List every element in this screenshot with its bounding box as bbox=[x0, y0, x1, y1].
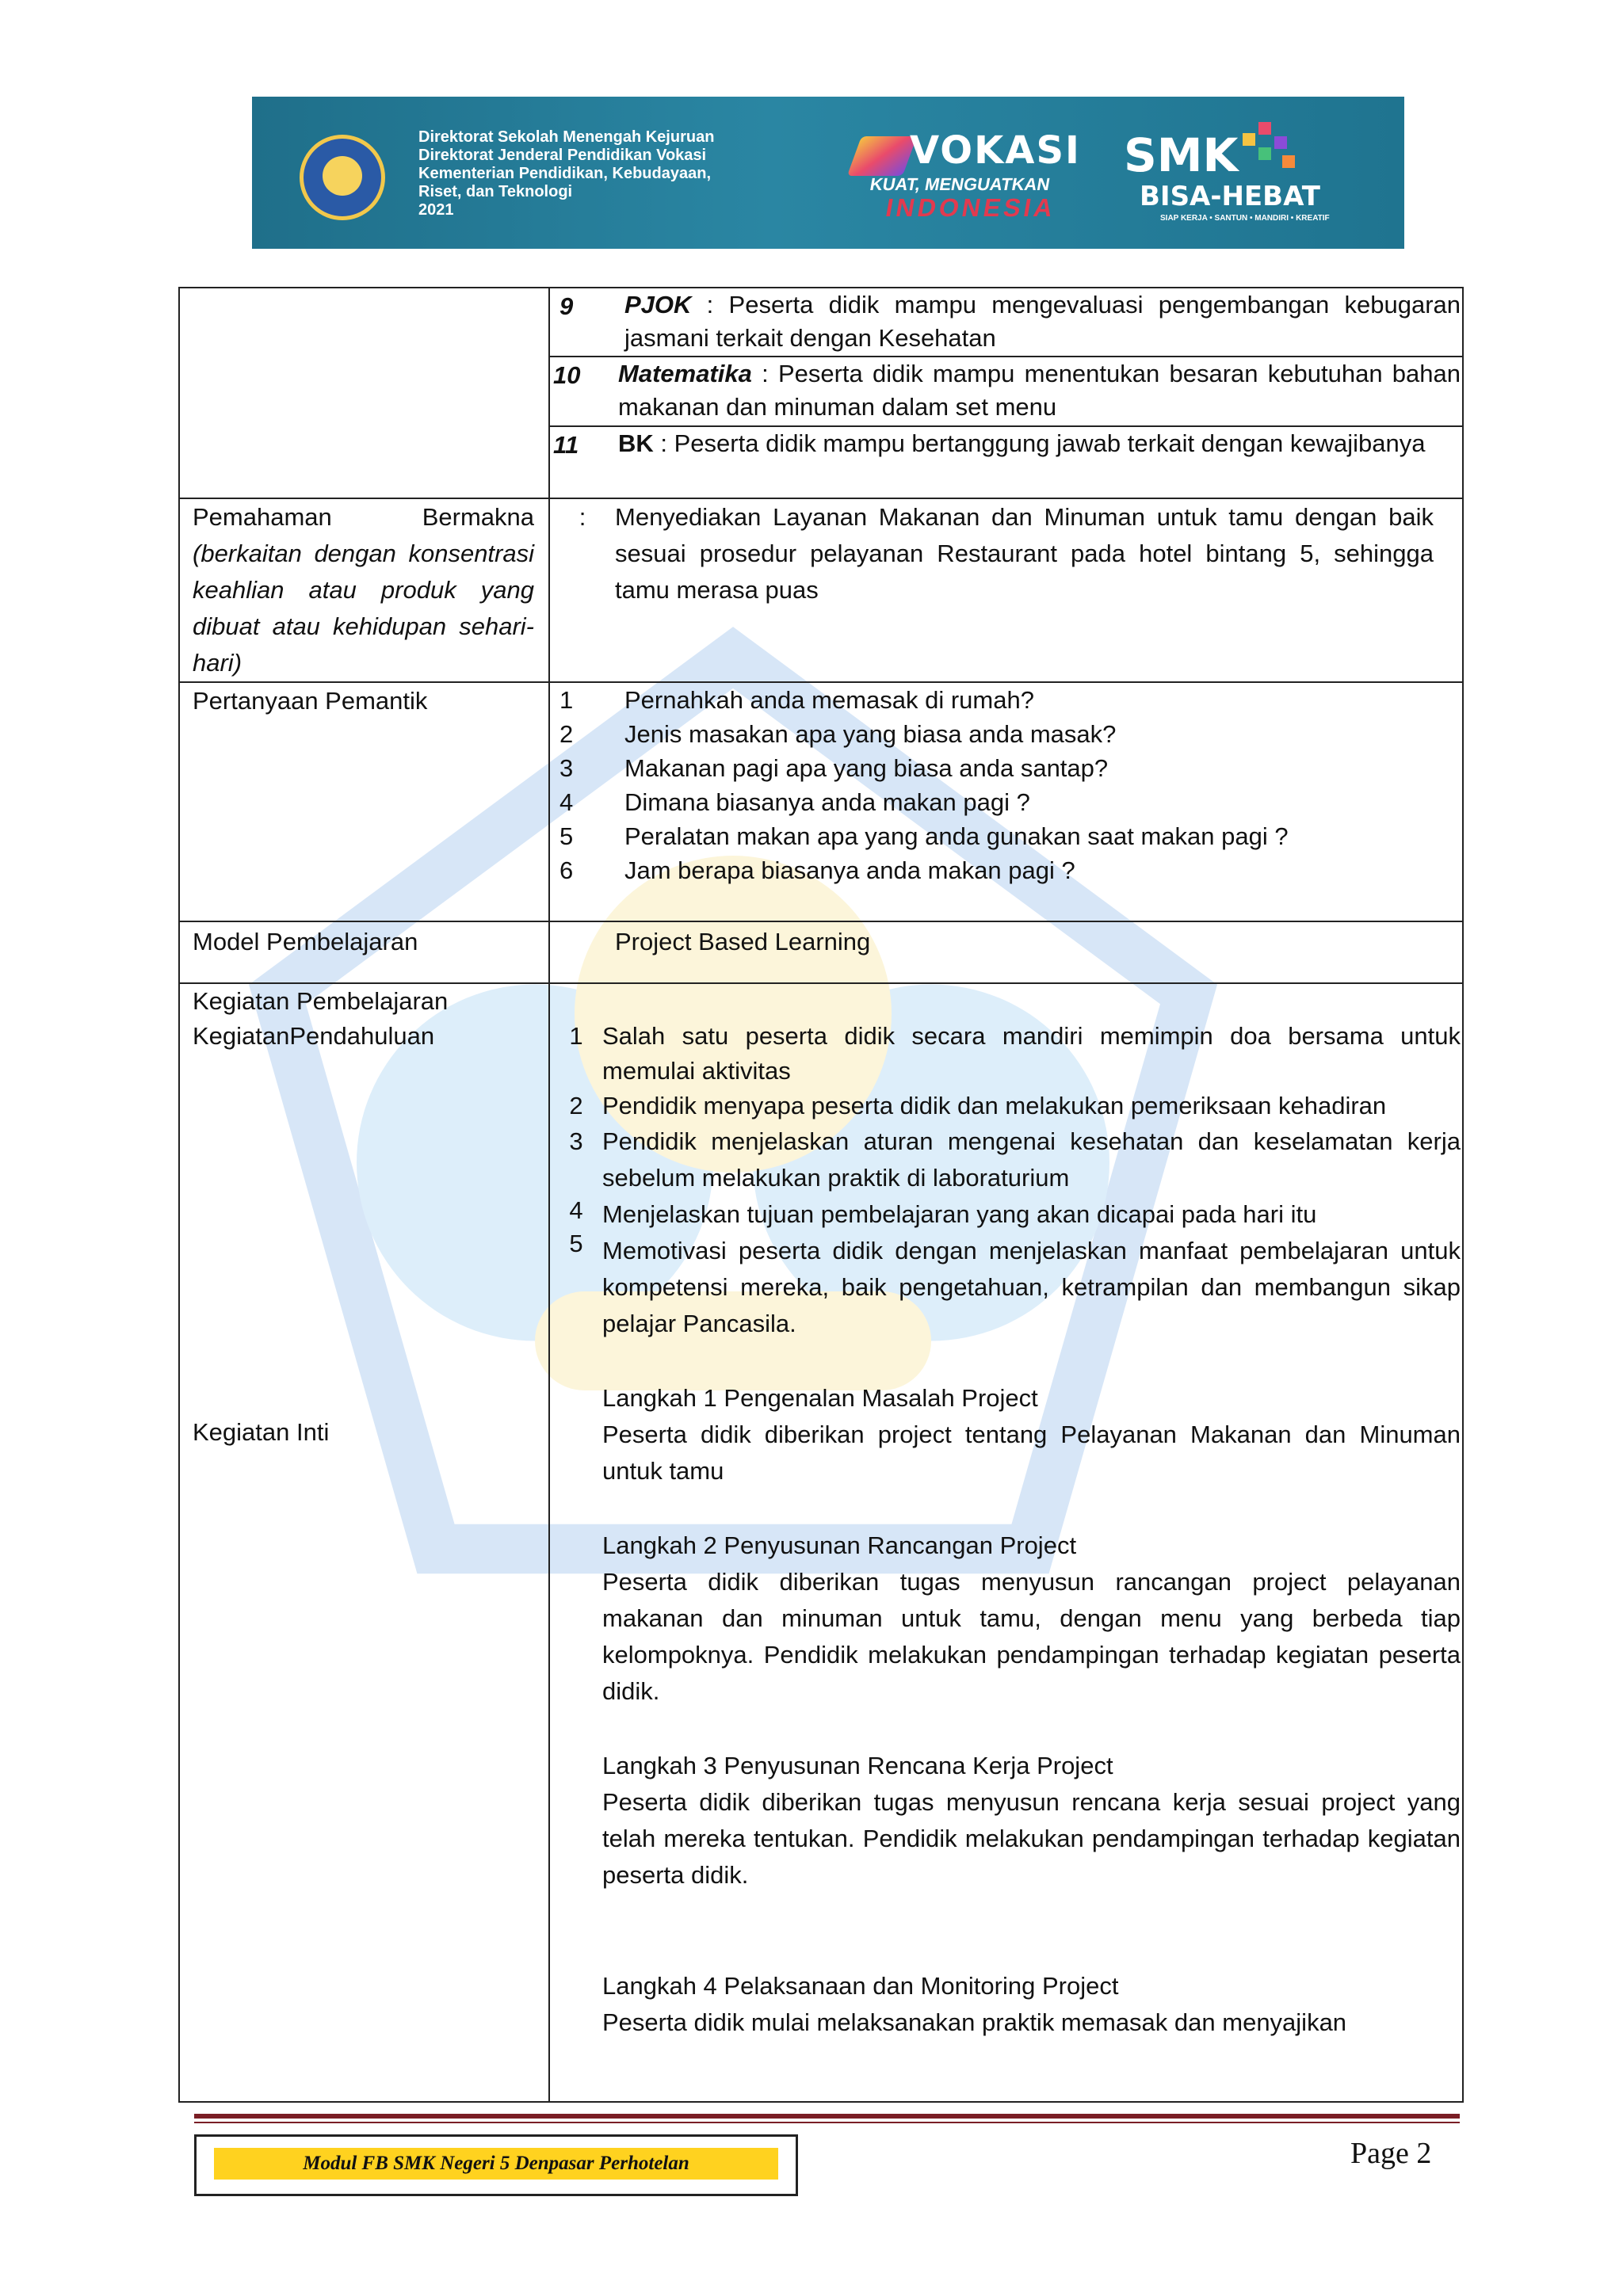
directorate-line: Direktorat Jenderal Pendidikan Vokasi bbox=[418, 147, 707, 164]
pemahaman-label-cell bbox=[179, 498, 549, 682]
subject-row bbox=[550, 427, 1462, 495]
pemahaman-row bbox=[179, 498, 1463, 682]
item-text: Menjelaskan tujuan pembelajaran yang akan dicapai pada hari itu bbox=[602, 1200, 1317, 1228]
kegiatan-labels bbox=[180, 984, 548, 1450]
pertanyaan-label: Pertanyaan Pemantik bbox=[193, 687, 428, 715]
pemahaman-title: Pemahaman Bermakna bbox=[193, 503, 534, 531]
list-item bbox=[550, 853, 1462, 887]
pertanyaan-list-cell bbox=[549, 682, 1463, 921]
subject-name: Matematika bbox=[618, 360, 752, 387]
item-text: Peralatan makan apa yang anda gunakan saat makan pagi ? bbox=[624, 822, 1289, 850]
step-text: Peserta didik diberikan project tentang Pelayanan Makanan dan Minuman untuk tamu bbox=[602, 1421, 1461, 1485]
directorate-line: Direktorat Sekolah Menengah Kejuruan bbox=[418, 128, 715, 146]
page-number: Page 2 bbox=[1350, 2137, 1432, 2170]
model-value-cell bbox=[549, 921, 1463, 983]
footer-module-label: Modul FB SMK Negeri 5 Denpasar Perhotelan bbox=[214, 2148, 778, 2180]
model-label-cell bbox=[179, 921, 549, 983]
item-text: Dimana biasanya anda makan pagi ? bbox=[624, 788, 1030, 816]
smk-subtitle: BISA-HEBAT bbox=[1140, 181, 1320, 212]
pertanyaan-row bbox=[179, 682, 1463, 921]
kegiatan-content-cell bbox=[549, 983, 1463, 2102]
header-banner bbox=[252, 97, 1404, 249]
step-text: Peserta didik diberikan tugas menyusun rancangan project pelayanan makanan dan minuman untuk tamu, dengan menu yang berbeda tiap kelompoknya. Pendidik melakukan pendampingan terhadap kegiatan peserta didik. bbox=[602, 1568, 1461, 1705]
list-item bbox=[550, 1089, 1461, 1123]
subject-number: 10 bbox=[553, 361, 581, 389]
vokasi-mark-icon bbox=[847, 136, 917, 176]
smk-title: SMK bbox=[1124, 128, 1239, 182]
item-text: Pendidik menjelaskan aturan mengenai kesehatan dan keselamatan kerja sebelum melakukan praktik di laboraturium bbox=[602, 1127, 1461, 1192]
item-number: 5 bbox=[569, 1230, 583, 1257]
list-item bbox=[550, 717, 1462, 751]
step-text: Peserta didik diberikan tugas menyusun rencana kerja sesuai project yang telah mereka tentukan. Pendidik melakukan pendampingan terhadap kegiatan peserta didik. bbox=[602, 1788, 1461, 1889]
directorate-line: Riset, dan Teknologi bbox=[418, 183, 573, 200]
pertanyaan-label-cell bbox=[179, 682, 549, 921]
pemahaman-text: Menyediakan Layanan Makanan dan Minuman untuk tamu dengan baik sesuai prosedur pelayanan Restaurant pada hotel bintang 5, sehingga tamu merasa puas bbox=[615, 503, 1434, 604]
pendahuluan-list bbox=[550, 984, 1462, 1342]
pertanyaan-list bbox=[550, 683, 1462, 887]
item-text: Pernahkah anda memasak di rumah? bbox=[624, 686, 1034, 714]
item-number: 4 bbox=[569, 1196, 583, 1224]
item-text: Salah satu peserta didik secara mandiri memimpin doa bersama untuk memulai aktivitas bbox=[602, 1022, 1461, 1085]
list-item bbox=[550, 785, 1462, 819]
model-label: Model Pembelajaran bbox=[193, 928, 418, 955]
subject-name: BK bbox=[618, 429, 654, 457]
list-item bbox=[550, 1196, 1461, 1233]
subject-row bbox=[550, 288, 1462, 357]
item-number: 3 bbox=[559, 754, 574, 782]
subject-description: : Peserta didik mampu mengevaluasi pengembangan kebugaran jasmani terkait dengan Kesehatan bbox=[624, 291, 1461, 352]
lesson-plan-table bbox=[178, 287, 1464, 2103]
item-text: Jam berapa biasanya anda makan pagi ? bbox=[624, 856, 1075, 884]
directorate-text bbox=[418, 128, 714, 219]
pemahaman-subtitle: (berkaitan dengan konsentrasi keahlian atau produk yang dibuat atau kehidupan sehari-hari) bbox=[193, 540, 534, 677]
kegiatan-row bbox=[179, 983, 1463, 2102]
model-row bbox=[179, 921, 1463, 983]
directorate-line: 2021 bbox=[418, 201, 454, 219]
pemahaman-value-cell bbox=[549, 498, 1463, 682]
subject-number: 9 bbox=[559, 292, 574, 320]
kegiatan-label: Kegiatan Pembelajaran bbox=[193, 987, 449, 1015]
item-text: Makanan pagi apa yang biasa anda santap? bbox=[624, 754, 1109, 782]
subject-name: PJOK bbox=[624, 291, 692, 318]
smk-tagline: SIAP KERJA • SANTUN • MANDIRI • KREATIF bbox=[1160, 214, 1330, 223]
step-title: Langkah 4 Pelaksanaan dan Monitoring Project bbox=[602, 1972, 1119, 2000]
list-item bbox=[550, 1019, 1461, 1089]
vokasi-title: VOKASI bbox=[910, 128, 1081, 173]
footer-rule-thin bbox=[194, 2122, 1460, 2123]
separator-colon: : bbox=[579, 503, 586, 531]
empty-left-cell bbox=[179, 288, 549, 498]
directorate-line: Kementerian Pendidikan, Kebudayaan, bbox=[418, 165, 711, 182]
item-text: Jenis masakan apa yang biasa anda masak? bbox=[624, 720, 1117, 748]
item-number: 2 bbox=[559, 720, 574, 748]
item-number: 2 bbox=[569, 1092, 583, 1119]
step-block bbox=[602, 1968, 1461, 2041]
pendahuluan-label: KegiatanPendahuluan bbox=[193, 1022, 435, 1050]
item-number: 6 bbox=[559, 856, 574, 884]
item-text: Memotivasi peserta didik dengan menjelaskan manfaat pembelajaran untuk kompetensi mereka, baik pengetahuan, ketrampilan dan membangun sikap pelajar Pancasila. bbox=[602, 1237, 1461, 1337]
model-value: Project Based Learning bbox=[615, 928, 871, 955]
subject-text bbox=[624, 288, 1462, 356]
vokasi-logo bbox=[838, 128, 1100, 223]
vokasi-subtitle: KUAT, MENGUATKAN bbox=[868, 174, 1052, 194]
subject-text bbox=[618, 357, 1462, 425]
step-block bbox=[602, 1748, 1461, 1894]
list-item bbox=[550, 751, 1462, 785]
step-title: Langkah 1 Pengenalan Masalah Project bbox=[602, 1384, 1038, 1412]
smk-logo bbox=[1124, 128, 1361, 223]
item-number: 1 bbox=[569, 1022, 583, 1050]
step-text: Peserta didik mulai melaksanakan praktik memasak dan menyajikan bbox=[602, 2008, 1347, 2036]
vokasi-indonesia: INDONESIA bbox=[883, 193, 1059, 222]
list-item bbox=[550, 683, 1462, 717]
list-item bbox=[550, 819, 1462, 853]
inti-steps bbox=[550, 1380, 1462, 2041]
item-number: 5 bbox=[559, 822, 574, 850]
subject-number: 11 bbox=[553, 431, 579, 459]
step-title: Langkah 2 Penyusunan Rancangan Project bbox=[602, 1531, 1077, 1559]
item-number: 1 bbox=[559, 686, 574, 714]
step-block bbox=[602, 1380, 1461, 1489]
item-text: Pendidik menyapa peserta didik dan melakukan pemeriksaan kehadiran bbox=[602, 1092, 1387, 1119]
footer-rule bbox=[194, 2114, 1460, 2119]
step-block bbox=[602, 1527, 1461, 1710]
item-number: 3 bbox=[569, 1127, 583, 1155]
inti-label: Kegiatan Inti bbox=[193, 1418, 330, 1446]
step-title: Langkah 3 Penyusunan Rencana Kerja Project bbox=[602, 1752, 1113, 1779]
subject-description: : Peserta didik mampu bertanggung jawab terkait dengan kewajibanya bbox=[653, 429, 1426, 457]
item-number: 4 bbox=[559, 788, 574, 816]
footer-module-box bbox=[194, 2134, 798, 2196]
subjects-cell bbox=[549, 288, 1463, 498]
subjects-row bbox=[179, 288, 1463, 498]
kegiatan-label-cell bbox=[179, 983, 549, 2102]
subject-row bbox=[550, 357, 1462, 427]
tut-wuri-emblem-icon bbox=[300, 135, 385, 220]
subject-text bbox=[618, 427, 1462, 495]
list-item bbox=[550, 1123, 1461, 1196]
list-item bbox=[550, 1230, 1461, 1342]
pemahaman-label bbox=[180, 499, 548, 681]
subject-description: : Peserta didik mampu menentukan besaran kebutuhan bahan makanan dan minuman dalam set menu bbox=[618, 360, 1461, 421]
